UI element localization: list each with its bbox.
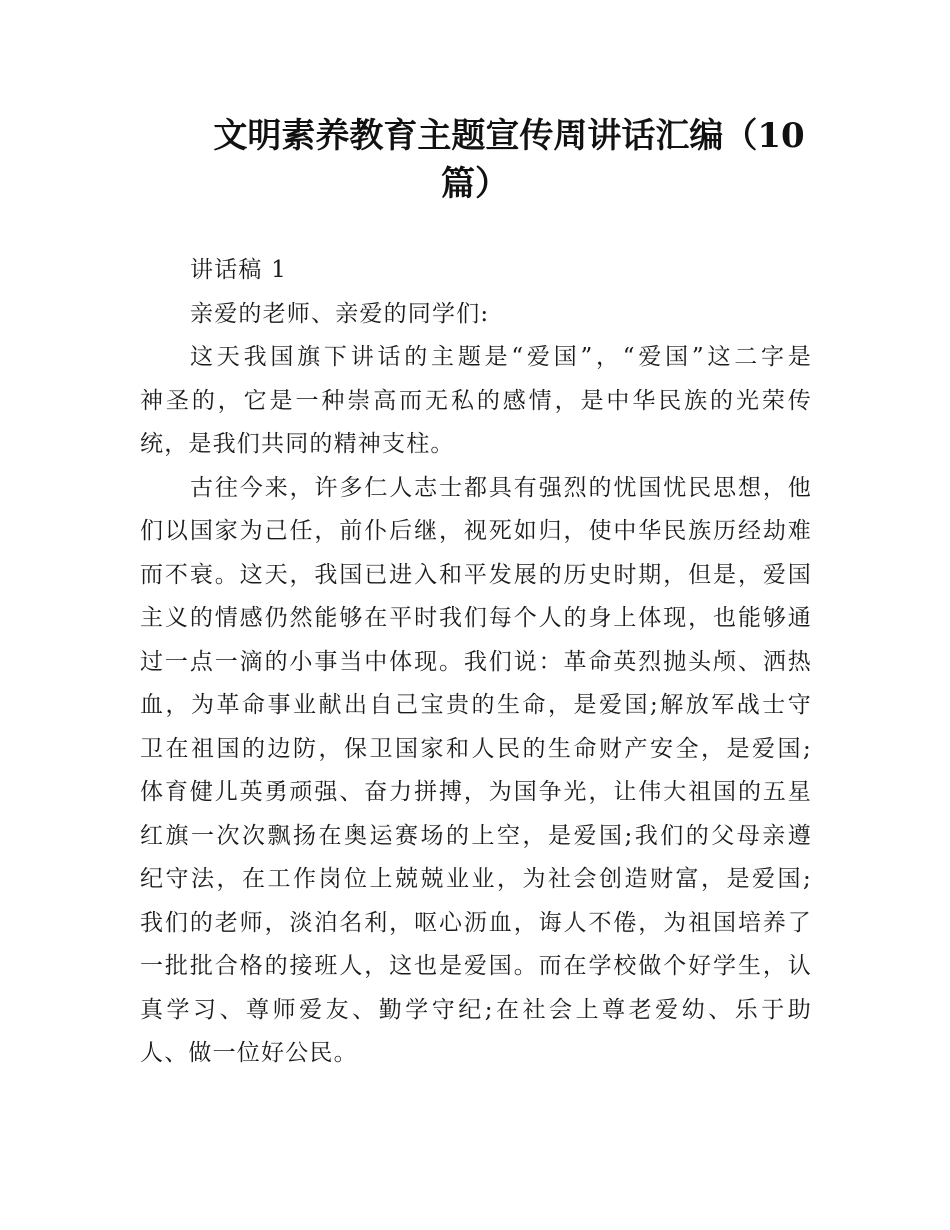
paragraph-line: 我们的老师，淡泊名利，呕心沥血，诲人不倦，为祖国培养了 [140, 909, 812, 936]
paragraph-line: 体育健儿英勇顽强、奋力拼搏，为国争光，让伟大祖国的五星 [140, 779, 812, 805]
paragraph-line: 血，为革命事业献出自己宝贵的生命，是爱国;解放军战士守 [140, 692, 812, 718]
document-body [140, 249, 812, 1076]
paragraph-line: 而不衰。这天，我国已进入和平发展的历史时期，但是，爱国 [140, 561, 812, 588]
title-line-2: 篇） [441, 164, 509, 204]
paragraph-line: 人、做一位好公民。 [140, 1040, 358, 1066]
title-line-1: 文明素养教育主题宣传周讲话汇编（10 [213, 116, 805, 156]
paragraph-line: 主义的情感仍然能够在平时我们每个人的身上体现，也能够通 [140, 605, 812, 631]
paragraph-line: 神圣的，它是一种崇高而无私的感情，是中华民族的光荣传 [140, 387, 812, 414]
paragraph-line: 卫在祖国的边防，保卫国家和人民的生命财产安全，是爱国; [140, 735, 812, 762]
paragraph-line: 过一点一滴的小事当中体现。我们说：革命英烈抛头颅、洒热 [140, 648, 812, 675]
paragraph-line: 一批批合格的接班人，这也是爱国。而在学校做个好学生，认 [140, 953, 812, 979]
paragraph-1 [140, 336, 812, 467]
paragraph-line: 纪守法，在工作岗位上兢兢业业，为社会创造财富，是爱国; [140, 866, 812, 892]
greeting-text: 亲爱的老师、亲爱的同学们: [190, 300, 490, 327]
paragraph-line: 们以国家为己任，前仆后继，视死如归，使中华民族历经劫难 [140, 518, 812, 544]
speech-heading [140, 249, 812, 293]
document-title [140, 112, 810, 208]
paragraph-line: 红旗一次次飘扬在奥运赛场的上空，是爱国;我们的父母亲遵 [140, 822, 812, 849]
paragraph-2 [140, 467, 812, 1076]
paragraph-line: 统，是我们共同的精神支柱。 [140, 431, 455, 457]
paragraph-line: 这天我国旗下讲话的主题是“爱国”，“爱国”这二字是 [190, 344, 812, 370]
greeting [140, 293, 812, 337]
paragraph-line: 真学习、尊师爱友、勤学守纪;在社会上尊老爱幼、乐于助 [140, 996, 812, 1023]
paragraph-line: 古往今来，许多仁人志士都具有强烈的忧国忧民思想，他 [190, 474, 812, 501]
heading-text: 讲话稿 1 [190, 257, 287, 283]
